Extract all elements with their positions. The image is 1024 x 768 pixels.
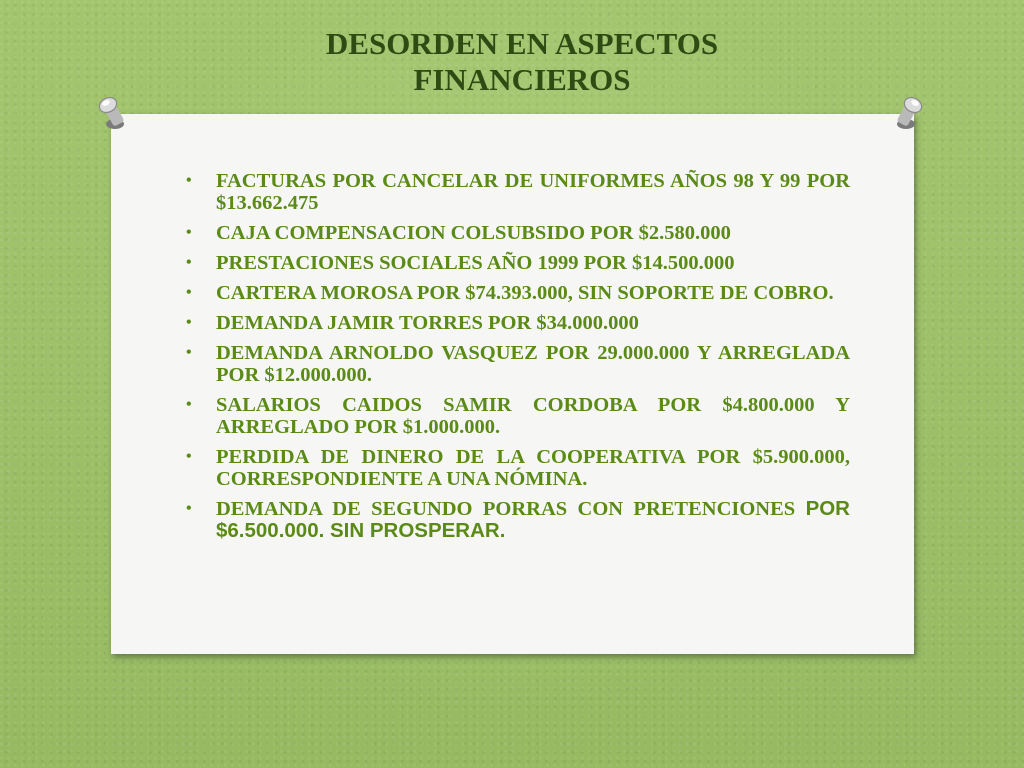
list-item: • PERDIDA DE DINERO DE LA COOPERATIVA POR $5.900.000, CORRESPONDIENTE A UNA NÓMINA.: [186, 446, 850, 490]
pushpin-icon: [889, 94, 927, 134]
pushpin-icon: [94, 94, 132, 134]
list-item: • SALARIOS CAIDOS SAMIR CORDOBA POR $4.800.000 Y ARREGLADO POR $1.000.000.: [186, 394, 850, 438]
list-item: • PRESTACIONES SOCIALES AÑO 1999 POR $14.500.000: [186, 252, 850, 274]
slide-title-line-2: FINANCIEROS: [413, 62, 631, 97]
slide-title-line-1: DESORDEN EN ASPECTOS: [325, 26, 719, 61]
list-item-last-part-1: DEMANDA DE SEGUNDO PORRAS CON PRETENCIONES: [216, 498, 796, 520]
list-item: • FACTURAS POR CANCELAR DE UNIFORMES AÑOS 98 Y 99 POR $13.662.475: [186, 170, 850, 214]
list-item-last-part-2: POR $6.500.000. SIN PROSPERAR.: [216, 497, 850, 542]
list-item: • CARTERA MOROSA POR $74.393.000, SIN SOPORTE DE COBRO.: [186, 282, 850, 304]
list-item: • DEMANDA ARNOLDO VASQUEZ POR 29.000.000 Y ARREGLADA POR $12.000.000.: [186, 342, 850, 386]
list-item: • CAJA COMPENSACION COLSUBSIDO POR $2.580.000: [186, 222, 850, 244]
debt-list: [186, 170, 850, 550]
slide-title: [0, 26, 1024, 98]
list-item: • DEMANDA JAMIR TORRES POR $34.000.000: [186, 312, 850, 334]
list-item-last: [186, 498, 850, 542]
